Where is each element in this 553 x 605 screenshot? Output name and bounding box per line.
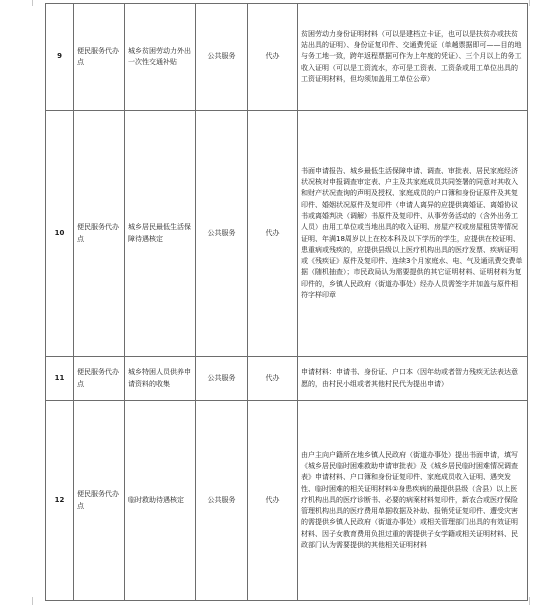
required-materials: 由户主向户籍所在地乡镇人民政府（街道办事处）提出书面申请，填写《城乡居民临时困难救助申请审批表》及《城乡居民临时困难情况调查表》申请材料、户口簿和身份证复印件、家庭成员收入证明、遇突发性、临时困难的相关证明材料①身患疾病的最提供县级（含县）以上医疗机构出具的医疗诊断书、必要的病案材料复印件，新农合或医疗保险管理机构出具的医疗费用单据收据及补助、报销凭证复印件、遭受灾害的需提供乡镇人民政府（街道办事处）或相关管理部门出具的有效证明材料、因子女教育费用负担过重的需提供子女学籍或相关证明材料、民政部门认为需要提供的其他相关证明材料 — [298, 401, 528, 601]
required-materials: 书面申请报告、城乡最低生活保障申请、调查、审批表、居民家庭经济状况核对申报调查审定表、户主及共家庭成员共同签署的同意对其收入和财产状况查询的声明及授权、家庭成员的户口簿和身份证原件及其复印件、婚姻状况原件及复印件（申请人离异的应提供离婚证、离婚协议书或离婚判决（调解）书原件及复印件、从事劳务活动的（含外出务工人员）由用工单位或当地出具的收入证明、房屋产权或房屋租赁等情况证明、年满18周岁以上在校本科及以下学历的学生，应提供在校证明、患重病或残疾的，应提供县级以上医疗机构出具的医疗发票、疾病证明或《残疾证》原件及复印件、连续3个月家庭水、电、气及通讯费交费单据（随机抽查）；市民政局认为需要提供的其它证明材料、证明材料为复印件的，乡镇人民政府（街道办事处）经办人员需签字并加盖与原件相符字样印章 — [298, 111, 528, 357]
handling-department: 便民服务代办点 — [74, 401, 125, 601]
service-item-name: 城乡特困人员供养申请资料的收集 — [125, 357, 196, 401]
crop-mark-top-left — [22, 0, 33, 6]
service-item-name: 城乡贫困劳动力外出一次性交通补贴 — [125, 4, 196, 111]
service-type: 公共服务 — [196, 357, 248, 401]
table-row — [46, 357, 528, 401]
handling-department: 便民服务代办点 — [74, 4, 125, 111]
service-type: 公共服务 — [196, 111, 248, 357]
handling-method: 代办 — [248, 401, 298, 601]
table-row — [46, 401, 528, 601]
service-type: 公共服务 — [196, 401, 248, 601]
crop-mark-top-right — [529, 0, 540, 6]
crop-mark-bottom-right — [529, 597, 540, 605]
service-item-name: 城乡居民最低生活保障待遇核定 — [125, 111, 196, 357]
crop-mark-bottom-left — [22, 597, 33, 605]
required-materials: 贫困劳动力身份证明材料（可以是建档立卡证，也可以是扶贫办或扶贫站出具的证明）、身份证复印件、交通费凭证（单趟票据即可——目的地与务工地一致，跨年返程票据可作为上年度的凭证）、三个月以上的务工收入证明（可以是工资流水，亦可是工资表、工资条或用工单位出具的工资证明材料，但均须加盖用工单位公章） — [298, 4, 528, 111]
handling-department: 便民服务代办点 — [74, 357, 125, 401]
row-number: 12 — [46, 401, 74, 601]
service-type: 公共服务 — [196, 4, 248, 111]
service-items-table — [45, 3, 528, 601]
required-materials: 申请材料：申请书、身份证、户口本（因年幼或者智力残疾无法表达意愿的，由村民小组或者其他村民代为提出申请） — [298, 357, 528, 401]
row-number: 10 — [46, 111, 74, 357]
table-row — [46, 4, 528, 111]
handling-method: 代办 — [248, 357, 298, 401]
row-number: 11 — [46, 357, 74, 401]
service-item-name: 临时救助待遇核定 — [125, 401, 196, 601]
handling-method: 代办 — [248, 4, 298, 111]
row-number: 9 — [46, 4, 74, 111]
table-row — [46, 111, 528, 357]
handling-department: 便民服务代办点 — [74, 111, 125, 357]
handling-method: 代办 — [248, 111, 298, 357]
